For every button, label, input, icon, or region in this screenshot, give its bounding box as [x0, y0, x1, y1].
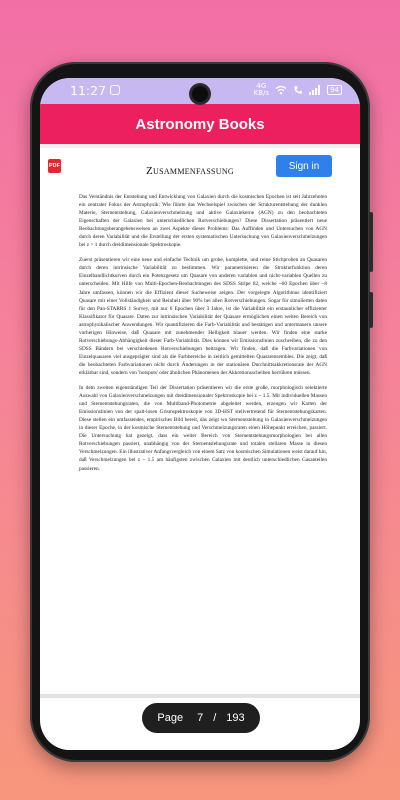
- document-heading: Zusammenfassung: [146, 165, 234, 177]
- power-button: [369, 292, 373, 328]
- page-separator: /: [213, 712, 217, 724]
- paragraph-2: Zuerst präsentieren wir eine neue und einfache Technik um grobe, komplette, und reine Stichproben an Quasaren durch deren intrinsische Variabilität zu bestimmen. Wir parametrisieren die Strukturfunktion deren Einzelbandlichtkurven durch ein Potenzgesetz um Quasare von anderen variablen und nicht-variablen Quellen zu unterscheiden. Mit Hilfe von Multi-Epochen-Beobachtungen des SDSS Stripe 82, welche ~60 Epochen über ~8 Jahre umfassen, können wir die Effizient dieser Sucheweise zeigen. Der vorgelegte Algorithmus identifiziert Quasare mit einer Vollständigkeit und Reinheit über 90% bei allen Rotverschiebungen. Sogar für simulierten daten für den Pan-STARRS 1 Survey, mit nur 6 Epochen über 3 Jahre, ist die Variabilität ein erstaunlicher effizienter Klassifikator für Quasare. Daten zur intrinsischen Variabilität der Quasare ermöglichen einen weiten Bereich von astrophysikalischer Anwendungen. Wir quantifizieren die Farb-Variabilität und bestätigen und untermauern unsere vorherigen Hinweise, daß Quasare mit zunehmender Helligkeit blauer werden. Wir finden eine starke Rotverschiebungs-Abhängigkeit dieser Farb-Variabilität. Dies können wir Emissionslinien zuschreiben, die zu den SDSS Bändern bei verschiedenen Rotverschiebungen beitragen. Wir finden, daß die Farbvariationen von Einzelquasaren viel ausgeprägter sind als die Farbbereiche in zeitlich gemittelten Quasarensembles. Die zeigt, daß die beobachteten Farbvariationen nicht durch Änderungen in der stationären Durchnittsakkretionsrate der AGN erklärbar sind, sondern von 'hotspots' oder ähnlichen Phänomenen der Akkretionsscheiben herrühren müssen.: [79, 257, 327, 376]
- pdf-file-icon: [48, 159, 61, 173]
- signal-icon: [309, 85, 321, 95]
- screen: [40, 78, 360, 750]
- page-label: Page: [157, 712, 184, 724]
- page-indicator: [142, 703, 260, 733]
- app-title: Astronomy Books: [135, 115, 265, 133]
- battery-level: 94: [327, 85, 342, 95]
- app-bar: [40, 104, 360, 144]
- network-unit: KB/s: [253, 89, 270, 97]
- document-body: [79, 193, 327, 480]
- battery-icon: [327, 85, 342, 95]
- total-pages: 193: [226, 712, 245, 724]
- wifi-icon: [275, 85, 287, 95]
- paragraph-1: Das Verständnis der Entstehung und Entwicklung von Galaxien durch die kosmischen Epochen ist seit Jahrzehnten ein zentraler Fokus der Astrophysik: Wie führte das Wechselspiel zwischen der Strukturentstehung der dunklen Materie, Sternentstehung, Galaxienverschmelzung und aktive Galaxiekerne (AGN) zu den beobachteten Eigenschaften der Galaxien bei unterschiedlichen Rotverschiebungen? Diese Dissertation präsentiert neue Beobachtungsherangehensweisen an zwei Aspekte dieses Problems: Das Auffinden und Untersuchen von AGN durch deren Variabilität und die Erstellung der ersten systematischen Untersuchung von Galaxienverschmelzungen bei z > 1 durch dreidimensionale Spektroskopie.: [79, 194, 327, 249]
- status-indicators: [254, 83, 342, 97]
- network-speed: [254, 83, 269, 97]
- volume-button: [369, 212, 373, 272]
- pdf-badge-text: PDF: [49, 163, 60, 169]
- front-camera: [192, 86, 208, 102]
- pdf-page[interactable]: [45, 148, 355, 694]
- call-icon: [293, 85, 303, 95]
- sign-in-button[interactable]: Sign in: [276, 155, 332, 177]
- current-page: 7: [197, 712, 204, 724]
- status-time: 11:27: [70, 83, 107, 98]
- notification-icon: [110, 85, 120, 95]
- network-type: 4G: [256, 82, 267, 90]
- paragraph-3: In dem zweiten eigenständigen Teil der Dissertation präsentieren wir die erste große, morphologisch selektierte Auswahl von Galaxienverschmelzungen mit dreidimensionaler Spektroskopie bei z ~ 1.5. Mit individuellen Massen und Sternentstehungsraten, die von Multiband-Photometrie abgeleitet werden, erzeugen wir Karten der Emissionslinien von der spalt-losen Grismspektroskopie von 3D-HST stellvertretend für Sternentstehungskarten. Diese stellen ein umfassendes, empirisches Bild bereit, das zeigt wo Sternentstehung in Galaxienverschmelzungen in dieser Epoche, in der kosmische Sternentstehung und Verschmelzungsraten einen Höhepunkt erreichen, passiert. Die Untersuchung hat gezeigt, dass ein weiter Bereich von Sternentstehungsmorphologien bei allen Rotverschiebungen passiert, unabhängig von der Sternentstehungsrate und totalen stellaren Masse in diesen Verschmelzungen. Ein illustrativer Anfangsvergleich von einem Satz von kosmischen Simulationen weist darauf hin, daß Verschmelzungen bei z ~ 1.5 am häufigsten zwischen Galaxien mit deutlich unterschiedlichen Gasanteilen passieren.: [79, 385, 327, 472]
